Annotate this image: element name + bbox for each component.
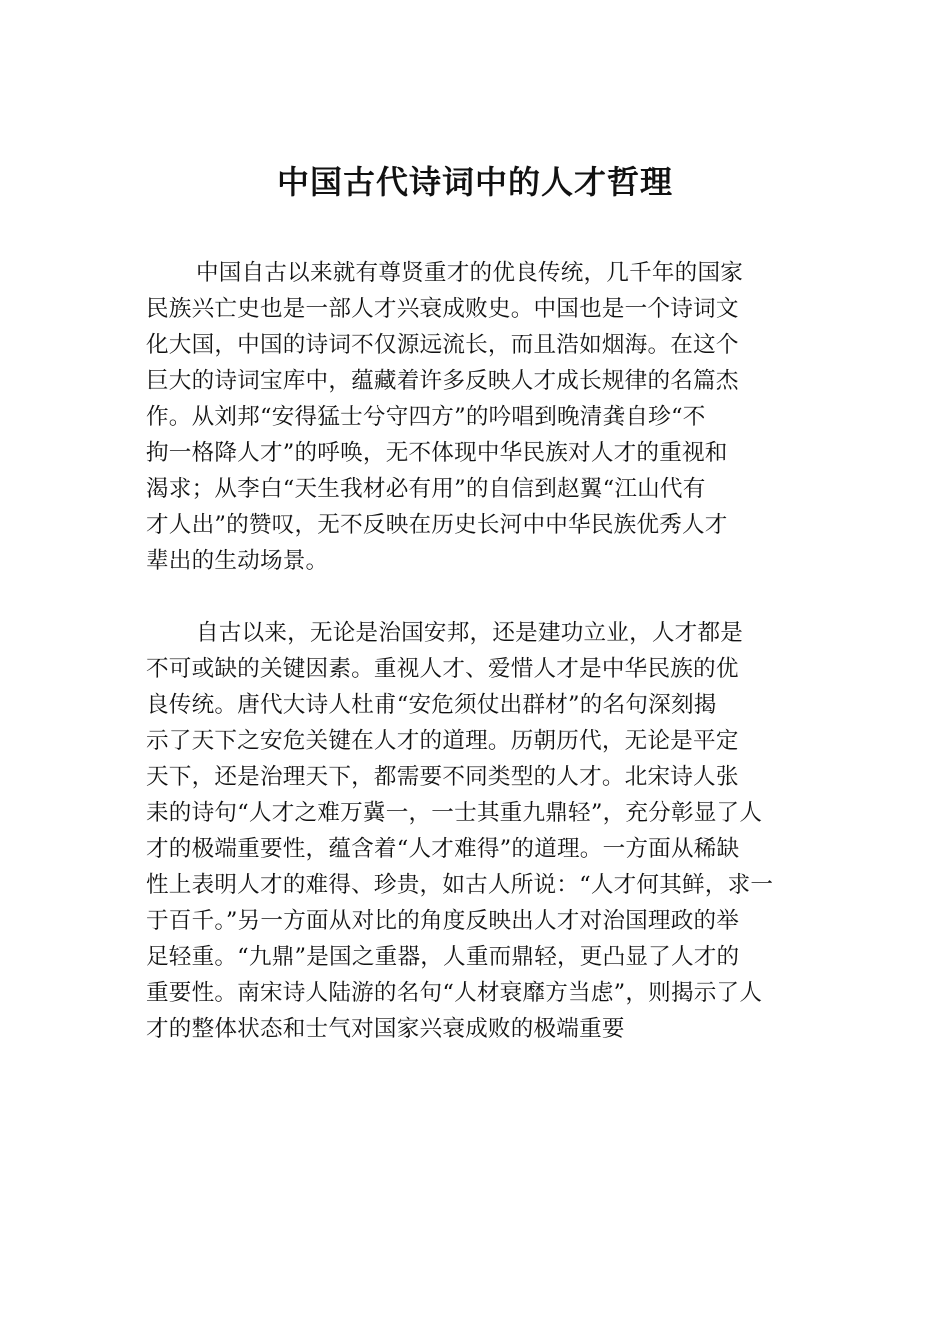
- paragraph-line: 化大国，中国的诗词不仅源远流长，而且浩如烟海。在这个: [146, 332, 739, 358]
- paragraph-2: [146, 615, 773, 1047]
- paragraph-line: 作。从刘邦“安得猛士兮守四方”的吟唱到晚清龚自珍“不: [146, 404, 706, 430]
- paragraph-line: 不可或缺的关键因素。重视人才、爱惜人才是中华民族的优: [146, 656, 739, 682]
- paragraph-line: 巨大的诗词宝库中，蕴藏着许多反映人才成长规律的名篇杰: [146, 368, 739, 394]
- paragraph-line: 渴求；从李白“天生我材必有用”的自信到赵翼“江山代有: [146, 476, 706, 502]
- paragraph-line: 耒的诗句“人才之难万冀一，一士其重九鼎轻”，充分彰显了人: [146, 800, 763, 826]
- paragraph-line: 良传统。唐代大诗人杜甫“安危须仗出群材”的名句深刻揭: [146, 692, 717, 718]
- paragraph-line: 天下，还是治理天下，都需要不同类型的人才。北宋诗人张: [146, 764, 739, 790]
- paragraph-line: 足轻重。“九鼎”是国之重器，人重而鼎轻，更凸显了人才的: [146, 944, 740, 970]
- paragraph-line: 辈出的生动场景。: [146, 548, 329, 574]
- paragraph-line: 于百千。”另一方面从对比的角度反映出人才对治国理政的举: [146, 908, 740, 934]
- document-title: 中国古代诗词中的人才哲理: [276, 163, 673, 201]
- paragraph-line: 才的整体状态和士气对国家兴衰成败的极端重要: [146, 1016, 625, 1042]
- paragraph-1: [146, 255, 743, 579]
- paragraph-line: 民族兴亡史也是一部人才兴衰成败史。中国也是一个诗词文: [146, 296, 739, 322]
- paragraph-line: 拘一格降人才”的呼唤，无不体现中华民族对人才的重视和: [146, 440, 728, 466]
- paragraph-line: 自古以来，无论是治国安邦，还是建功立业，人才都是: [196, 620, 744, 646]
- paragraph-line: 重要性。南宋诗人陆游的名句“人材衰靡方当虑”，则揭示了人: [146, 980, 763, 1006]
- paragraph-line: 中国自古以来就有尊贤重才的优良传统，几千年的国家: [196, 260, 744, 286]
- paragraph-line: 性上表明人才的难得、珍贵，如古人所说：“人才何其鲜，求一: [146, 872, 774, 898]
- paragraph-line: 才人出”的赞叹，无不反映在历史长河中中华民族优秀人才: [146, 512, 728, 538]
- paragraph-line: 示了天下之安危关键在人才的道理。历朝历代，无论是平定: [146, 728, 739, 754]
- paragraph-line: 才的极端重要性，蕴含着“人才难得”的道理。一方面从稀缺: [146, 836, 740, 862]
